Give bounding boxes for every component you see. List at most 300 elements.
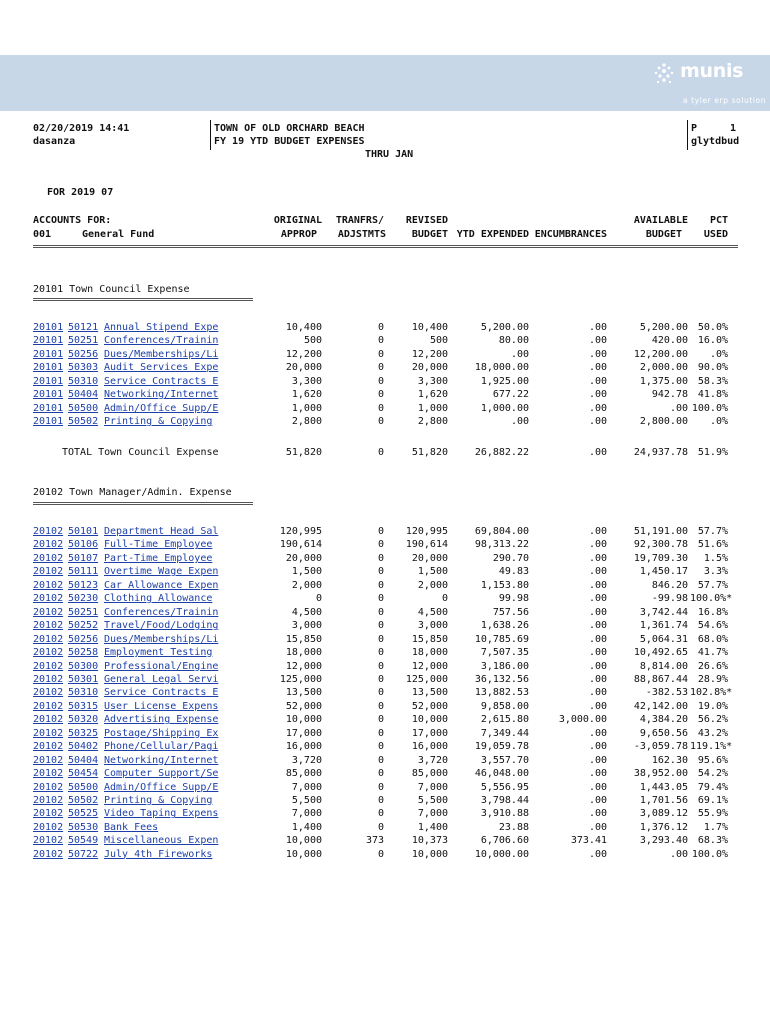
cell-rev: 12,000 [411,660,448,672]
account-link[interactable]: 20102 [33,848,64,860]
account-description-link[interactable]: Employment Testing [104,647,213,659]
cell-enc: .00 [588,768,607,780]
cell-orig: 12,000 [285,660,322,672]
accounts-for-label: ACCOUNTS FOR: [33,215,112,226]
cell-ytd: 98,313.22 [474,539,529,551]
cell-pct: 54.2% [697,768,728,780]
cell-rev: 1,400 [417,821,448,833]
account-link[interactable]: 20102 [33,700,64,712]
cell-pct: 58.3% [697,375,728,387]
cell-tran: 0 [377,606,384,618]
cell-enc: .00 [588,606,607,618]
cell-orig: 125,000 [279,673,322,685]
page-number: 1 [729,123,736,134]
cell-tran: 0 [377,322,384,333]
cell-tran: 0 [377,647,384,659]
account-description-link[interactable]: Advertising Expense [104,714,219,726]
account-link[interactable]: 20102 [33,687,64,699]
cell-enc: .00 [588,687,607,699]
cell-rev: 15,850 [411,633,448,645]
cell-orig: 20,000 [285,362,322,374]
cell-orig: 500 [303,335,322,347]
cell-avail: -382.53 [645,687,688,699]
cell-orig: 120,995 [279,526,322,537]
account-description-link[interactable]: Professional/Engine [104,660,219,672]
cell-avail: 3,293.40 [639,835,688,847]
account-link[interactable]: 20101 [33,335,64,347]
cell-pct: 100.0% [691,848,728,860]
cell-tran: 0 [377,362,384,374]
cell-enc: .00 [588,741,607,753]
cell-tran: 0 [377,795,384,806]
cell-orig: 4,500 [291,606,322,618]
cell-enc: .00 [588,781,607,793]
account-link[interactable]: 20102 [33,754,64,766]
cell-pct: 19.0% [697,700,728,712]
cell-rev: 10,373 [411,835,448,847]
cell-avail: 5,064.31 [639,633,688,645]
cell-pct: 100.0%* [690,593,733,605]
cell-orig: 1,500 [291,566,322,578]
object-code-link[interactable]: 50256 [68,633,99,645]
cell-rev: 13,500 [411,687,448,699]
cell-rev: 20,000 [411,552,448,564]
cell-enc: 373.41 [570,835,607,847]
cell-rev: 16,000 [411,741,448,753]
object-code-link[interactable]: 50303 [68,362,99,374]
account-description-link[interactable]: Full-Time Employee [104,539,213,551]
cell-rev: 52,000 [411,700,448,712]
object-code-link[interactable]: 50502 [68,416,99,428]
cell-enc: .00 [588,821,607,833]
cell-avail: 1,375.00 [639,375,688,387]
account-description-link[interactable]: Admin/Office Supp/E [104,402,219,414]
account-description-link[interactable]: Dues/Memberships/Li [104,348,219,360]
cell-enc: .00 [588,539,607,551]
account-description-link[interactable]: Video Taping Expens [104,808,219,820]
cell-avail: 2,000.00 [639,362,688,374]
account-description-link[interactable]: Bank Fees [104,821,159,833]
cell-tran: 0 [377,727,384,739]
account-description-link[interactable]: July 4th Fireworks [104,848,213,860]
total-revised: 51,820 [411,447,448,458]
cell-orig: 1,620 [291,389,322,401]
cell-ytd: 18,000.00 [474,362,529,374]
page-label: P [691,123,698,134]
account-link[interactable]: 20102 [33,539,64,551]
cell-ytd: 46,048.00 [474,768,529,780]
cell-ytd: 80.00 [498,335,529,347]
account-description-link[interactable]: Part-Time Employee [104,552,213,564]
account-link[interactable]: 20101 [33,348,64,360]
total-encumbrances: .00 [588,447,607,458]
cell-orig: 13,500 [285,687,322,699]
account-description-link[interactable]: Conferences/Trainin [104,335,219,347]
object-code-link[interactable]: 50500 [68,781,99,793]
account-description-link[interactable]: Conferences/Trainin [104,606,219,618]
cell-pct: 28.9% [697,673,728,685]
cell-enc: .00 [588,647,607,659]
munis-logo-tagline: a tyler erp solution [683,96,767,105]
cell-ytd: 5,556.95 [480,781,529,793]
account-description-link[interactable]: Clothing Allowance [104,593,213,605]
cell-rev: 500 [429,335,448,347]
col-pct-line2: USED [703,229,728,240]
cell-tran: 0 [377,714,384,726]
object-code-link[interactable]: 50722 [68,848,99,860]
account-description-link[interactable]: Department Head Sal [104,526,219,537]
cell-tran: 0 [377,848,384,860]
object-code-link[interactable]: 50310 [68,687,99,699]
cell-enc: .00 [588,633,607,645]
cell-rev: 7,000 [417,808,448,820]
cell-avail: 162.30 [651,754,688,766]
account-link[interactable]: 20102 [33,526,64,537]
account-description-link[interactable]: Service Contracts E [104,375,219,387]
object-code-link[interactable]: 50404 [68,754,99,766]
cell-orig: 52,000 [285,700,322,712]
cell-orig: 15,850 [285,633,322,645]
account-link[interactable]: 20102 [33,593,64,605]
account-description-link[interactable]: Annual Stipend Expe [104,322,219,333]
account-link[interactable]: 20102 [33,821,64,833]
cell-rev: 125,000 [405,673,448,685]
account-link[interactable]: 20102 [33,606,64,618]
cell-tran: 0 [377,348,384,360]
cell-avail: 5,200.00 [639,322,688,333]
col-ytd-expended: YTD EXPENDED [456,229,529,240]
cell-ytd: 2,615.80 [480,714,529,726]
cell-pct: 26.6% [697,660,728,672]
report-title: FY 19 YTD BUDGET EXPENSES [214,136,365,147]
object-code-link[interactable]: 50500 [68,402,99,414]
cell-orig: 1,400 [291,821,322,833]
cell-ytd: .00 [510,348,529,360]
object-code-link[interactable]: 50107 [68,552,99,564]
cell-avail: 88,867.44 [633,673,688,685]
cell-tran: 0 [377,566,384,578]
cell-tran: 0 [377,593,384,605]
cell-rev: 190,614 [405,539,448,551]
cell-orig: 10,400 [285,322,322,333]
cell-enc: .00 [588,754,607,766]
cell-avail: 420.00 [651,335,688,347]
cell-pct: 3.3% [703,566,728,578]
object-code-link[interactable]: 50101 [68,526,99,537]
col-revised-line2: BUDGET [411,229,448,240]
object-code-link[interactable]: 50111 [68,566,99,578]
cell-pct: 57.7% [697,526,728,537]
cell-ytd: 677.22 [492,389,529,401]
cell-tran: 0 [377,660,384,672]
object-code-link[interactable]: 50256 [68,348,99,360]
cell-pct: .0% [709,416,728,428]
account-link[interactable]: 20102 [33,673,64,685]
fund-code: 001 [33,229,52,240]
account-description-link[interactable]: Dues/Memberships/Li [104,633,219,645]
cell-pct: 50.0% [697,322,728,333]
cell-tran: 0 [377,741,384,753]
col-original-line2: APPROP [280,229,317,240]
account-description-link[interactable]: Networking/Internet [104,389,219,401]
for-period-line: FOR 2019 07 [47,187,114,198]
cell-orig: 5,500 [291,795,322,806]
object-code-link[interactable]: 50251 [68,335,99,347]
program-name: glytdbud [691,136,740,147]
account-link[interactable]: 20102 [33,552,64,564]
object-code-link[interactable]: 50325 [68,727,99,739]
cell-pct: 57.7% [697,579,728,591]
account-description-link[interactable]: Computer Support/Se [104,768,219,780]
col-revised-line1: REVISED [405,215,448,226]
object-code-link[interactable]: 50121 [68,322,99,333]
object-code-link[interactable]: 50530 [68,821,99,833]
account-link[interactable]: 20102 [33,579,64,591]
cell-pct: 43.2% [697,727,728,739]
cell-enc: .00 [588,700,607,712]
cell-pct: 68.0% [697,633,728,645]
cell-rev: 7,000 [417,781,448,793]
cell-pct: 16.8% [697,606,728,618]
cell-pct: 95.6% [697,754,728,766]
cell-orig: 85,000 [285,768,322,780]
cell-tran: 0 [377,416,384,428]
cell-enc: .00 [588,552,607,564]
cell-orig: 3,000 [291,620,322,632]
cell-enc: .00 [588,660,607,672]
cell-ytd: 10,785.69 [474,633,529,645]
object-code-link[interactable]: 50404 [68,389,99,401]
object-code-link[interactable]: 50549 [68,835,99,847]
account-link[interactable]: 20102 [33,727,64,739]
cell-ytd: 757.56 [492,606,529,618]
section-title-town-council: 20101 Town Council Expense [33,284,190,295]
cell-rev: 1,620 [417,389,448,401]
cell-ytd: 13,882.53 [474,687,529,699]
account-description-link[interactable]: Postage/Shipping Ex [104,727,219,739]
account-link[interactable]: 20101 [33,402,64,414]
cell-avail: 3,742.44 [639,606,688,618]
cell-rev: 17,000 [411,727,448,739]
cell-orig: 12,200 [285,348,322,360]
total-pct: 51.9% [697,447,728,458]
cell-tran: 373 [365,835,384,847]
cell-tran: 0 [377,539,384,551]
account-description-link[interactable]: Networking/Internet [104,754,219,766]
account-link[interactable]: 20102 [33,768,64,780]
cell-orig: 3,300 [291,375,322,387]
cell-orig: 10,000 [285,714,322,726]
fund-name: General Fund [82,229,155,240]
cell-rev: 85,000 [411,768,448,780]
cell-orig: 3,720 [291,754,322,766]
cell-ytd: 6,706.60 [480,835,529,847]
object-code-link[interactable]: 50123 [68,579,99,591]
cell-orig: 16,000 [285,741,322,753]
object-code-link[interactable]: 50525 [68,808,99,820]
cell-pct: 69.1% [697,795,728,806]
cell-pct: 16.0% [697,335,728,347]
object-code-link[interactable]: 50230 [68,593,99,605]
cell-ytd: 1,925.00 [480,375,529,387]
cell-tran: 0 [377,754,384,766]
object-code-link[interactable]: 50320 [68,714,99,726]
cell-rev: 10,400 [411,322,448,333]
cell-tran: 0 [377,375,384,387]
cell-enc: 3,000.00 [558,714,607,726]
account-description-link[interactable]: Car Allowance Expen [104,579,219,591]
cell-avail: 19,709.30 [633,552,688,564]
cell-rev: 0 [441,593,448,605]
account-link[interactable]: 20102 [33,566,64,578]
cell-ytd: 10,000.00 [474,848,529,860]
cell-orig: 10,000 [285,848,322,860]
cell-tran: 0 [377,808,384,820]
account-link[interactable]: 20102 [33,633,64,645]
cell-orig: 10,000 [285,835,322,847]
account-description-link[interactable]: Overtime Wage Expen [104,566,219,578]
cell-enc: .00 [588,362,607,374]
cell-orig: 2,800 [291,416,322,428]
cell-avail: -3,059.78 [633,741,688,753]
org-name: TOWN OF OLD ORCHARD BEACH [214,123,365,134]
cell-rev: 18,000 [411,647,448,659]
cell-ytd: .00 [510,416,529,428]
cell-enc: .00 [588,727,607,739]
object-code-link[interactable]: 50502 [68,795,99,806]
total-available: 24,937.78 [633,447,688,458]
cell-orig: 0 [315,593,322,605]
cell-pct: 119.1%* [690,741,733,753]
cell-ytd: 5,200.00 [480,322,529,333]
cell-avail: 3,089.12 [639,808,688,820]
account-link[interactable]: 20102 [33,647,64,659]
cell-rev: 3,000 [417,620,448,632]
account-description-link[interactable]: Service Contracts E [104,687,219,699]
cell-orig: 190,614 [279,539,322,551]
object-code-link[interactable]: 50402 [68,741,99,753]
account-description-link[interactable]: Printing & Copying [104,416,213,428]
account-link[interactable]: 20101 [33,362,64,374]
cell-ytd: 23.88 [498,821,529,833]
account-link[interactable]: 20102 [33,714,64,726]
cell-tran: 0 [377,402,384,414]
object-code-link[interactable]: 50258 [68,647,99,659]
account-link[interactable]: 20102 [33,781,64,793]
cell-rev: 5,500 [417,795,448,806]
cell-avail: 942.78 [651,389,688,401]
cell-avail: 38,952.00 [633,768,688,780]
cell-tran: 0 [377,821,384,833]
account-description-link[interactable]: Printing & Copying [104,795,213,806]
cell-orig: 1,000 [291,402,322,414]
account-description-link[interactable]: Audit Services Expe [104,362,219,374]
account-link[interactable]: 20102 [33,795,64,806]
cell-ytd: 9,858.00 [480,700,529,712]
account-description-link[interactable]: User License Expens [104,700,219,712]
section-rule [33,298,253,301]
col-available-line2: BUDGET [645,229,682,240]
cell-tran: 0 [377,781,384,793]
cell-rev: 4,500 [417,606,448,618]
account-link[interactable]: 20102 [33,620,64,632]
cell-rev: 10,000 [411,848,448,860]
object-code-link[interactable]: 50301 [68,673,99,685]
object-code-link[interactable]: 50252 [68,620,99,632]
col-tranfrs-line1: TRANFRS/ [335,215,384,226]
cell-tran: 0 [377,687,384,699]
cell-avail: 12,200.00 [633,348,688,360]
total-label: TOTAL Town Council Expense [62,447,219,458]
cell-pct: 56.2% [697,714,728,726]
cell-avail: 1,701.56 [639,795,688,806]
cell-avail: .00 [669,402,688,414]
object-code-link[interactable]: 50106 [68,539,99,551]
account-link[interactable]: 20101 [33,375,64,387]
cell-ytd: 49.83 [498,566,529,578]
account-link[interactable]: 20102 [33,808,64,820]
account-link[interactable]: 20101 [33,389,64,401]
cell-rev: 10,000 [411,714,448,726]
cell-avail: 1,376.12 [639,821,688,833]
report-period: THRU JAN [365,149,414,160]
cell-rev: 12,200 [411,348,448,360]
total-ytd: 26,882.22 [474,447,529,458]
cell-enc: .00 [588,335,607,347]
cell-pct: 54.6% [697,620,728,632]
cell-enc: .00 [588,848,607,860]
account-link[interactable]: 20101 [33,416,64,428]
account-link[interactable]: 20102 [33,660,64,672]
cell-avail: -99.98 [651,593,688,605]
account-description-link[interactable]: Travel/Food/Lodging [104,620,219,632]
cell-pct: 100.0% [691,402,728,414]
account-description-link[interactable]: General Legal Servi [104,673,219,685]
cell-enc: .00 [588,526,607,537]
cell-ytd: 1,000.00 [480,402,529,414]
cell-enc: .00 [588,808,607,820]
cell-avail: 10,492.65 [633,647,688,659]
cell-ytd: 3,186.00 [480,660,529,672]
cell-tran: 0 [377,620,384,632]
report-datetime: 02/20/2019 14:41 [33,123,130,134]
col-available-line1: AVAILABLE [633,215,688,226]
account-description-link[interactable]: Admin/Office Supp/E [104,781,219,793]
cell-enc: .00 [588,402,607,414]
account-link[interactable]: 20102 [33,741,64,753]
account-link[interactable]: 20102 [33,835,64,847]
object-code-link[interactable]: 50315 [68,700,99,712]
account-link[interactable]: 20101 [33,322,64,333]
cell-ytd: 36,132.56 [474,673,529,685]
cell-pct: 90.0% [697,362,728,374]
cell-ytd: 7,349.44 [480,727,529,739]
object-code-link[interactable]: 50300 [68,660,99,672]
cell-enc: .00 [588,389,607,401]
munis-logo-icon [652,62,676,86]
report-user: dasanza [33,136,76,147]
object-code-link[interactable]: 50454 [68,768,99,780]
cell-tran: 0 [377,579,384,591]
object-code-link[interactable]: 50251 [68,606,99,618]
account-description-link[interactable]: Phone/Cellular/Pagi [104,741,219,753]
col-pct-line1: PCT [709,215,728,226]
cell-pct: 68.3% [697,835,728,847]
object-code-link[interactable]: 50310 [68,375,99,387]
cell-ytd: 19,059.78 [474,741,529,753]
account-description-link[interactable]: Miscellaneous Expen [104,835,219,847]
section-rule [33,502,253,505]
